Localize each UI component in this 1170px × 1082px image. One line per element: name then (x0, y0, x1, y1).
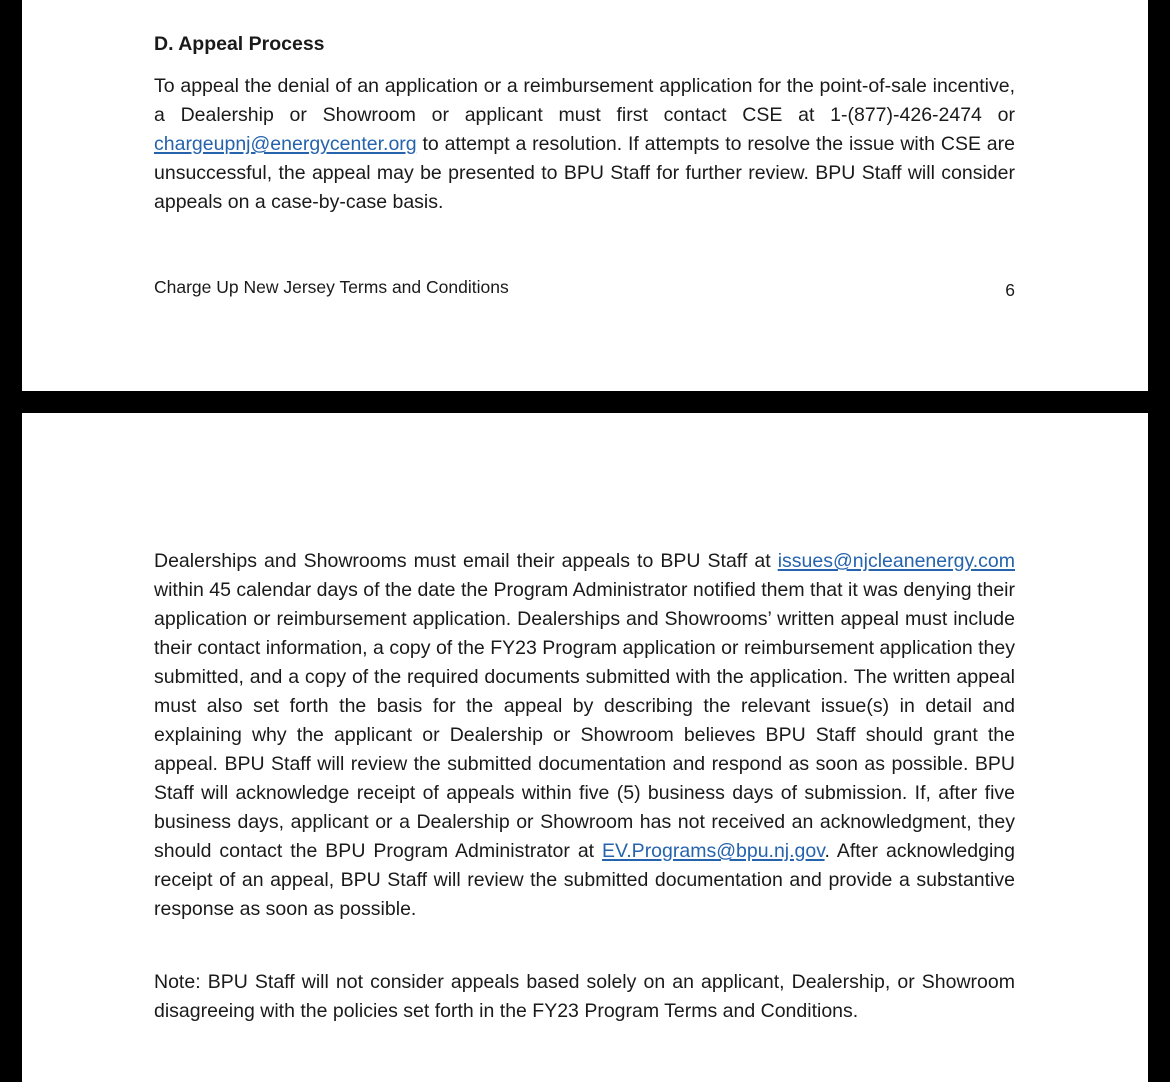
paragraph-text: to attempt a resolution. If attempts to resolve the issue with CSE are unsuccessful, the appeal may be presented to BPU Staff for further review. BPU Staff will consider appeals on a case-by-case basis. (154, 133, 1015, 213)
page-footer-title: Charge Up New Jersey Terms and Conditions (154, 277, 509, 297)
paragraph-text: . After acknowledging receipt of an appeal, BPU Staff will review the submitted documentation and provide a substantive response as soon as possible. (154, 840, 1015, 920)
ev-programs-email-link[interactable]: EV.Programs@bpu.nj.gov (602, 840, 825, 862)
document-page-6 (22, 0, 1148, 391)
paragraph-text: To appeal the denial of an application or a reimbursement application for the point-of-sale incentive, a Dealership or Showroom or applicant must first contact CSE at 1-(877)-426-2474 or (154, 75, 1015, 126)
paragraph-text: Dealerships and Showrooms must email their appeals to BPU Staff at (154, 550, 778, 572)
issues-email-link[interactable]: issues@njcleanenergy.com (777, 550, 1015, 572)
paragraph-text: within 45 calendar days of the date the Program Administrator notified them that it was denying their application or reimbursement application. Dealerships and Showrooms’ written appeal must include their contact information, a copy of the FY23 Program application or reimbursement application they submitted, and a copy of the required documents submitted with the application. The written appeal must also set forth the basis for the appeal by describing the relevant issue(s) in detail and explaining why the applicant or Dealership or Showroom believes BPU Staff should grant the appeal. BPU Staff will review the submitted documentation and respond as soon as possible. BPU Staff will acknowledge receipt of appeals within five (5) business days of submission. If, after five business days, applicant or a Dealership or Showroom has not received an acknowledgment, they should contact the BPU Program Administrator at (154, 579, 1015, 862)
note-paragraph: Note: BPU Staff will not consider appeals based solely on an applicant, Dealership, or Showroom disagreeing with the policies set forth in the FY23 Program Terms and Conditions. (154, 971, 1015, 1022)
document-page-7 (22, 413, 1148, 1082)
appeal-process-paragraph (154, 72, 1015, 217)
section-heading: D. Appeal Process (154, 33, 325, 55)
appeal-submission-paragraph (154, 547, 1015, 924)
page-number: 6 (1005, 280, 1015, 300)
cse-email-link[interactable]: chargeupnj@energycenter.org (154, 133, 417, 155)
